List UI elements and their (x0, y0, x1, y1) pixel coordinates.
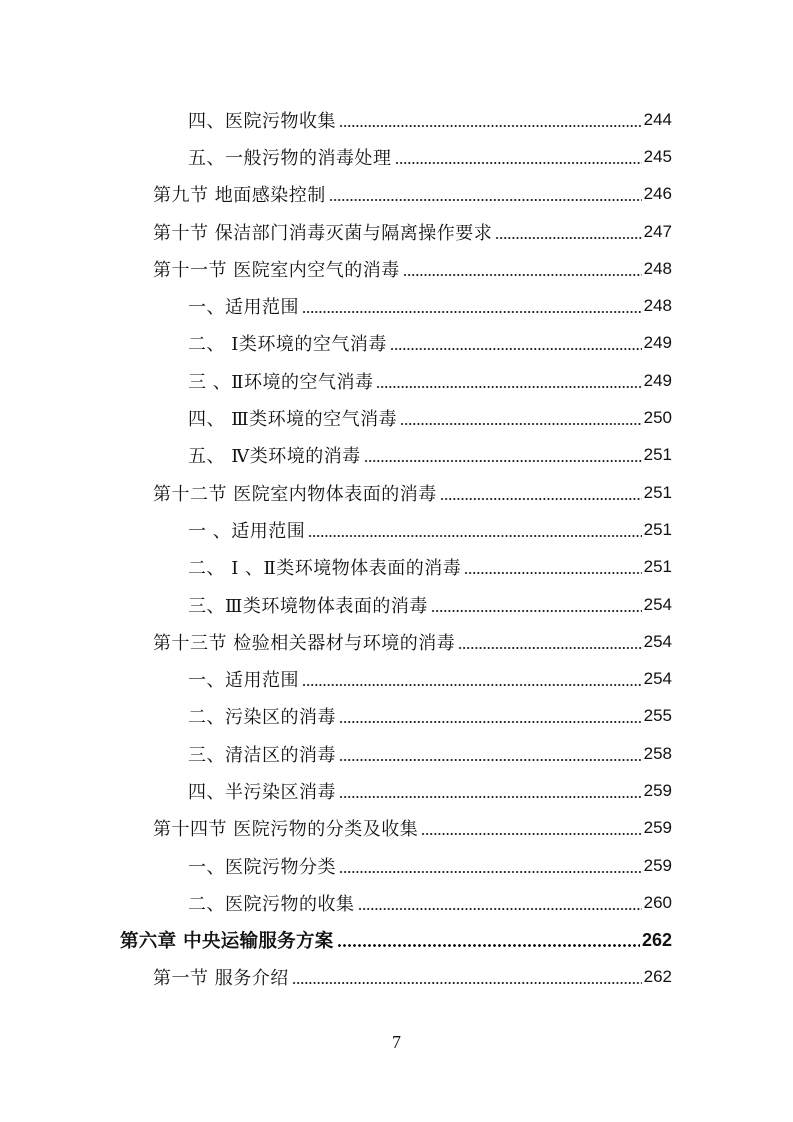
toc-subsection-entry (0, 735, 793, 772)
dot-leader (339, 111, 642, 129)
toc-subsection-entry (0, 101, 793, 138)
toc-chapter-entry (0, 922, 793, 959)
toc-entry-page: 258 (643, 743, 672, 763)
toc-entry-page: 262 (641, 929, 672, 950)
toc-entry-title: 四、半污染区消毒 (188, 781, 336, 803)
dot-leader (403, 260, 642, 278)
toc-section-entry (0, 623, 793, 660)
toc-subsection-entry (0, 660, 793, 697)
dot-leader (302, 297, 642, 315)
toc-entry-title: 五、一般污物的消毒处理 (188, 147, 392, 169)
toc-entry-page: 244 (643, 109, 672, 129)
dot-leader (358, 894, 642, 912)
page-number: 7 (392, 1032, 401, 1052)
toc-entry-title: 第十二节 医院室内物体表面的消毒 (153, 483, 437, 505)
toc-entry-page: 251 (643, 557, 672, 577)
toc-entry-title: 三、清洁区的消毒 (188, 744, 336, 766)
toc-entry-page: 248 (643, 296, 672, 316)
toc-entry-page: 254 (643, 594, 672, 614)
toc-subsection-entry (0, 586, 793, 623)
toc-entry-page: 255 (643, 706, 672, 726)
dot-leader (339, 857, 642, 875)
toc-entry-title: 三、Ⅲ类环境物体表面的消毒 (188, 595, 428, 617)
toc-entry-title: 第一节 服务介绍 (153, 968, 289, 990)
toc-entry-page: 245 (643, 146, 672, 166)
toc-entry-title: 二、污染区的消毒 (188, 707, 336, 729)
toc-subsection-entry (0, 884, 793, 921)
toc-subsection-entry (0, 325, 793, 362)
toc-entry-page: 254 (643, 669, 672, 689)
toc-entry-title: 第十一节 医院室内空气的消毒 (153, 259, 400, 281)
toc-entry-page: 251 (643, 445, 672, 465)
toc-entry-page: 259 (643, 818, 672, 838)
toc-entry-title: 第十四节 医院污物的分类及收集 (153, 819, 419, 841)
toc-entry-page: 247 (643, 221, 672, 241)
toc-entry-title: 三 、Ⅱ环境的空气消毒 (188, 371, 374, 393)
toc-entry-page: 259 (643, 780, 672, 800)
toc-entry-page: 250 (643, 408, 672, 428)
toc-entry-title: 二、 Ⅰ 、Ⅱ类环境物体表面的消毒 (188, 558, 462, 580)
table-of-contents (0, 101, 793, 996)
toc-subsection-entry (0, 698, 793, 735)
dot-leader (458, 633, 641, 651)
dot-leader (302, 670, 642, 688)
toc-subsection-entry (0, 287, 793, 324)
toc-entry-page: 254 (643, 631, 672, 651)
toc-entry-title: 二、 Ⅰ类环境的空气消毒 (188, 334, 387, 356)
toc-entry-title: 五、 Ⅳ类环境的消毒 (188, 446, 361, 468)
dot-leader (421, 819, 641, 837)
toc-subsection-entry (0, 511, 793, 548)
dot-leader (339, 745, 642, 763)
toc-subsection-entry (0, 437, 793, 474)
dot-leader (400, 409, 642, 427)
dot-leader (292, 968, 642, 986)
dot-leader (440, 484, 642, 502)
toc-entry-page: 262 (643, 967, 672, 987)
dot-leader (395, 148, 642, 166)
dot-leader (339, 707, 642, 725)
toc-entry-page: 248 (643, 258, 672, 278)
toc-entry-title: 一、适用范围 (188, 297, 299, 319)
toc-entry-title: 四、 Ⅲ类环境的空气消毒 (188, 409, 398, 431)
dot-leader (431, 596, 642, 614)
dot-leader (376, 372, 641, 390)
toc-entry-page: 249 (643, 333, 672, 353)
toc-section-entry (0, 176, 793, 213)
toc-entry-title: 一 、适用范围 (188, 520, 306, 542)
dot-leader (390, 334, 642, 352)
toc-entry-title: 一、适用范围 (188, 670, 299, 692)
toc-subsection-entry (0, 847, 793, 884)
toc-section-entry (0, 213, 793, 250)
dot-leader (308, 521, 641, 539)
toc-entry-title: 第六章 中央运输服务方案 (120, 931, 334, 953)
dot-leader (337, 931, 640, 949)
toc-entry-page: 246 (643, 184, 672, 204)
toc-subsection-entry (0, 399, 793, 436)
toc-entry-page: 249 (643, 370, 672, 390)
toc-entry-page: 251 (643, 482, 672, 502)
toc-subsection-entry (0, 138, 793, 175)
dot-leader (339, 782, 642, 800)
toc-section-entry (0, 959, 793, 996)
toc-subsection-entry (0, 362, 793, 399)
dot-leader (329, 185, 642, 203)
dot-leader (364, 446, 642, 464)
toc-subsection-entry (0, 549, 793, 586)
toc-entry-title: 第十节 保洁部门消毒灭菌与隔离操作要求 (153, 222, 493, 244)
toc-entry-page: 259 (643, 855, 672, 875)
toc-entry-title: 第九节 地面感染控制 (153, 185, 326, 207)
toc-entry-title: 二、医院污物的收集 (188, 893, 355, 915)
toc-entry-title: 四、医院污物收集 (188, 110, 336, 132)
toc-entry-title: 一、医院污物分类 (188, 856, 336, 878)
toc-entry-page: 260 (643, 892, 672, 912)
toc-entry-title: 第十三节 检验相关器材与环境的消毒 (153, 632, 456, 654)
toc-section-entry (0, 250, 793, 287)
toc-entry-page: 251 (643, 519, 672, 539)
toc-section-entry (0, 810, 793, 847)
dot-leader (464, 558, 641, 576)
toc-subsection-entry (0, 772, 793, 809)
toc-section-entry (0, 474, 793, 511)
dot-leader (495, 223, 641, 241)
